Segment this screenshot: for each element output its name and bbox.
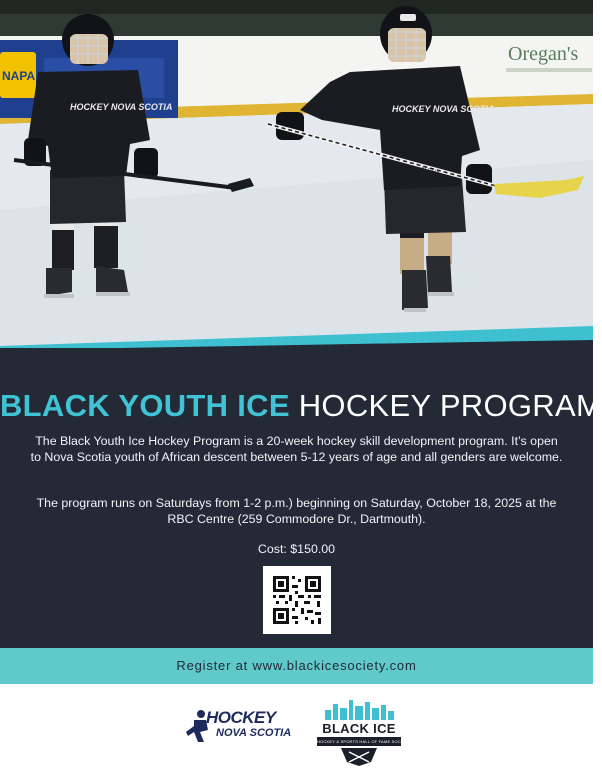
register-bar[interactable] [0,648,593,684]
left-jersey-text: HOCKEY NOVA SCOTIA [70,102,173,112]
oregans-board-text: Oregan's [508,43,579,65]
program-cost: Cost: $150.00 [257,542,336,556]
title-rest: HOCKEY PROGRAM [298,388,602,423]
sponsor-logos [0,684,593,768]
qr-code-icon [263,566,331,634]
right-jersey-text: HOCKEY NOVA SCOTIA [392,104,495,114]
program-title [0,388,602,424]
black-ice-logo [311,696,411,766]
hns-line1: HOCKEY [206,708,276,727]
black-ice-name: BLACK ICE [322,721,396,736]
hns-line2: NOVA SCOTIA [216,727,292,739]
hero-photo [0,0,593,350]
title-accent: BLACK YOUTH ICE [0,388,290,423]
black-ice-tagline: HOCKEY & SPORTS HALL OF FAME SOCIETY [317,739,411,744]
register-link[interactable]: Register at www.blackicesociety.com [176,658,417,673]
stick-text: ALPHA [419,166,441,178]
program-schedule: The program runs on Saturdays from 1-2 p.m.) beginning on Saturday, October 18, 2025 at the RBC Centre (259 Commodore Dr., Dartmouth). [36,496,557,526]
hockey-nova-scotia-logo [186,704,296,748]
program-description: The Black Youth Ice Hockey Program is a 20-week hockey skill development program. It’s open to Nova Scotia youth of African descent between 5-12 years of age and all genders are welcome. [30,434,563,464]
qr-code[interactable] [263,566,331,634]
info-panel [0,348,602,648]
napa-board-text: NAPA [2,69,36,83]
teal-band [0,0,593,350]
